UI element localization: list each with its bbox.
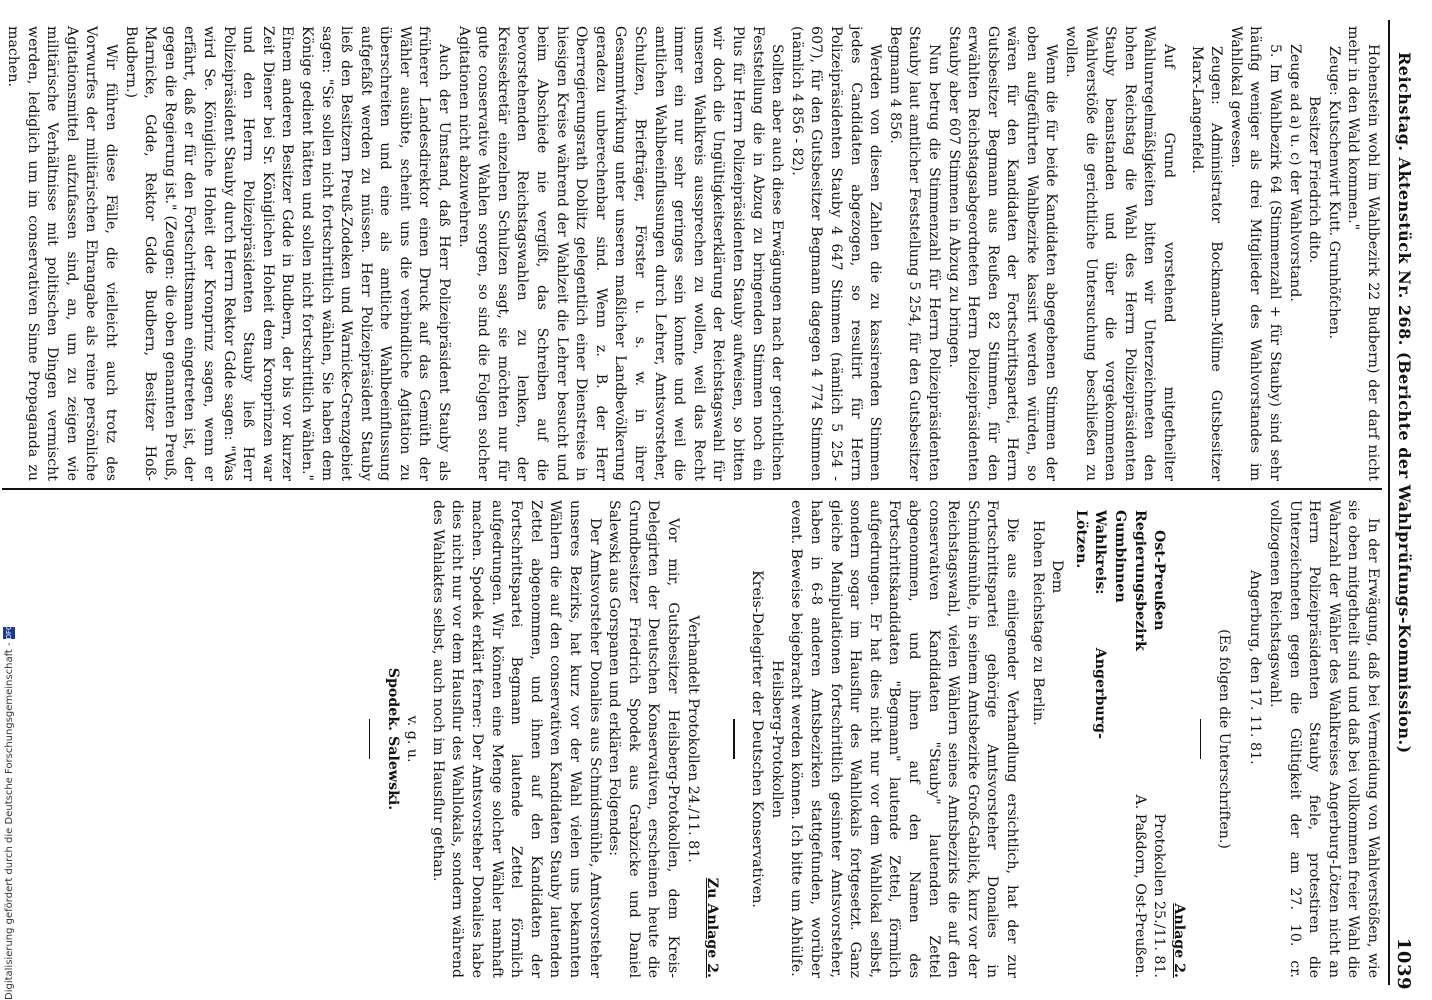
letterhead-line: Protokollen 25./11. 81. bbox=[1151, 813, 1168, 978]
paragraph: In der Erwägung, daß bei Vermeidung von Wahlverstößen, wie sie oben mitgetheilt sind und daß bei vollkommen freier Wahl die Wahrzahl der Wähler des Wahlkreises Angerburg-Lötzen nicht an Herrn Polizeipräsidenten Stauby fiele, protestiren die Unterzeichneten gegen die Gültigkeit der am 27. 10. cr. vollzogenen Reichstagswahl. bbox=[1267, 500, 1381, 978]
letterhead-line: Ost-Preußen bbox=[1151, 530, 1168, 631]
paragraph: Zeuge ad a) u. c) der Wahlvorstand. bbox=[1286, 44, 1303, 302]
dfg-logo-icon: DFG bbox=[5, 624, 13, 640]
paragraph: Vor mir, Gutsbesitzer Heilsberg-Protokollen, dem Kreis-Delegirten der Deutschen Konservativen, erscheinen heute die Grundbesitzer Friedrich Spodek aus Grabzicke und Daniel Salewski aus Gorspanen und erklären Folgendes: bbox=[606, 500, 681, 978]
page-number: 1039 bbox=[1393, 937, 1414, 990]
separator bbox=[369, 719, 371, 759]
paragraph: Besitzer Friedrich dito. bbox=[1306, 96, 1323, 264]
protocol-heading: Verhandelt Protokollen 24./11. 81. bbox=[684, 615, 701, 863]
paragraph: Nun betrug die Stimmenzahl für Herrn Polizeipräsidenten Stauby laut amtlicher Feststellung 5 254, für den Gutsbesitzer Begmann 4 856. bbox=[886, 26, 942, 481]
zu-anlage-2-label: Zu Anlage 2. bbox=[704, 877, 721, 978]
address-line: Dem bbox=[1049, 560, 1066, 594]
separator bbox=[733, 719, 735, 759]
paragraph: Zeuge: Kutschenwirt Kutt. Grunhöfchen. bbox=[1325, 46, 1342, 340]
footer-text: Digitalisierung gefördert durch die Deutsche Forschungsgemeinschaft - bbox=[4, 642, 15, 1000]
signature-name: Heilsberg-Protokollen bbox=[768, 659, 785, 819]
left-column bbox=[2, 26, 1382, 481]
page-header: Reichstag. Aktenstück Nr. 268. (Berichte der Wahlprüfungs-Kommission.) bbox=[1395, 52, 1414, 754]
vgu-line: v. g. u. bbox=[404, 715, 421, 763]
paragraph: Hohenstein wohl im Wahlbezirk 22 Budbern) der darf nicht mehr in den Wald kommen." bbox=[1345, 26, 1381, 481]
signatures: Spodek. Salewski. bbox=[384, 667, 401, 811]
letterhead-line: Wahlkreis: Angerburg-Lötzen. bbox=[1072, 510, 1109, 739]
digitization-footer bbox=[3, 0, 15, 1000]
header-rule bbox=[1388, 20, 1390, 985]
paragraph: Auf Grund vorstehend mitgetheilter Wahlunregelmäßigkeiten bitten wir Unterzeichneten den hohen Reichstag die Wahl des Herrn Polizeipräsidenten Stauby beanstanden und über die vorgekommenen Wahlverstöße die gerichtliche Untersuchung beschließen zu wollen. bbox=[1063, 26, 1178, 481]
date-line: Angerburg, den 17. 11. 81. bbox=[1247, 570, 1264, 765]
anlage-2-label: Anlage 2. bbox=[1170, 903, 1187, 978]
paragraph: Sollten aber auch diese Erwägungen nach der gerichtlichen Feststellung die in Abzug zu bringenden Stimmen noch ein Plus für Herrn Polizeipräsidenten Stauby aufweisen, so bitten wir doch die Ungültigkeitserklärung der Reichstagswahl für unseren Wahlkreis aussprechen zu wollen, weil das Recht immer ein nur sehr geringes sein konnte und weil die amtlichen Wahlbeeinflussungen durch Lehrer, Amtsvorsteher, Schulzen, Briefträger, Förster u. s. w. in ihrer Gesammtwirkung unter unseren maßlicher Landbevölkerung geradezu unberechenbar sind. Wenn z. B. der Herr Oberregierungsrath Doblitz gelegentlich einer Dienstreise in hiesigen Kreise während der Wahlzeit die Lehrer besucht und beim Abschiede nie vergißt, das Schreiben auf die bevorstehenden Reichstagswahlen zu lenken, der Kreissekretär einzelnen Schulzen sagt, sie möchten nur für gute conservative Wahlen sorgen, so sind die Folgen solcher Agitationen nicht abzuwehren. bbox=[455, 26, 786, 481]
paragraph: Zeugen: Administrator Bockmann-Mülme Gutsbesitzer Marx-Langenfeld. bbox=[1188, 46, 1225, 481]
paragraph: 5. Im Wahlbezirk 64 (Stimmenzahl + für Stauby) sind sehr häufig weniger als drei Mitglieder des Wahlvorstandes im Wahllokal gewesen. bbox=[1227, 26, 1284, 481]
right-column bbox=[357, 500, 1382, 978]
letterhead-left bbox=[1070, 500, 1168, 739]
paragraph: Wenn die für beide Kandidaten abgegebenen Stimmen der oben aufgeführten Wahlbezirke kassirt werden würden, so wären für den Kandidaten der Fortschrittspartei, Herrn Gutsbesitzer Begmann aus Reußen 82 Stimmen, für den erwählten Reichstagsabgeordneten Herrn Polizeipräsidenten Stauby aber 607 Stimmen in Abzug zu bringen. bbox=[945, 26, 1060, 481]
letterhead-right bbox=[1070, 739, 1168, 978]
letterhead-line: Regierungsbezirk Gumbinnen bbox=[1111, 510, 1148, 651]
paragraph: Wir führen diese Fälle, die vielleicht auch trotz des Vorwurfes der militärischen Ehrangabe als reine persönliche Agitationsmittel aufzufassen sind, an, um zu zeigen wie militärische Verhältnisse mit politischen Dingen vermischt werden, lediglich um im conservativen Sinne Propaganda zu machen. bbox=[5, 26, 119, 481]
letterhead-block bbox=[1070, 500, 1168, 978]
column-divider bbox=[2, 488, 1382, 490]
letterhead-line: A. Paßdorn, Ost-Preußen. bbox=[1131, 794, 1148, 978]
address-line: Hohen Reichstage zu Berlin. bbox=[1029, 520, 1046, 726]
paragraph: Werden von diesen Zahlen die zu kassirenden Stimmen jedes Candidaten abgezogen, so resultirt für Herrn Polizeipräsidenten Stauby 4 647 Stimmen (nämlich 5 254 - 607), für den Gutsbesitzer Begmann dagegen 4 774 Stimmen (nämlich 4 856 - 82). bbox=[788, 26, 884, 481]
paragraph: Die aus einliegender Verhandlung ersichtlich, hat der zur Fortschrittspartei gehörige Amtsvorsteher Donalies in Schmidsmühle, in seinem Amtsbezirke Groß-Gablick, kurz vor der Reichstagswahl, vielen Wählern seines Amtsbezirks die auf den conservativen Kandidaten "Stauby" lautenden Zettel abgenommen, und ihnen auf den Namen des Fortschrittskandidaten "Begmann" lautende Zettel, förmlich aufgedrungen. Er hat dies nicht nur vor dem Wahllokal selbst, sondern sogar im Hausflur des Wahllokals fortgesetzt. Ganz gleiche Manipulationen fortschrittlich gesinnter Amtsvorsteher, haben in 6-8 anderen Amtsbezirken stattgefunden, worüber event. Beweise beigebracht werden können. Ich bitte um Abhülfe. bbox=[788, 500, 1020, 978]
paragraph: Der Amtsvorsteher Donalies aus Schmidsmühle, Amtsvorsteher unseres Bezirks, hat kurz vor der Wahl vielen uns bekannten Wählern die auf den conservativen Kandidaten Stauby lautenden Zettel abgenommen, und ihnen auf den Kandidaten der Fortschrittspartei Begmann lautende Zettel förmlich aufgedrungen. Wir können eine Menge solcher Wähler namhaft machen. Spodek erklärt ferner: Der Amtsvorsteher Donalies habe dies nicht nur vor dem Hausflur des Wahllokals, sondern während des Wahlaktes selbst, auch noch im Hausflur gethan. bbox=[429, 500, 603, 978]
paragraph: Auch der Umstand, daß Herr Polizeipräsident Stauby als früherer Landesdirektor einen Druck auf das Gemüth der Wähler ausübte, scheint uns die verbindliche Agitation zu überschreiten und eine als amtliche Wahlbeeinflussung aufgefaßt werden zu müssen. Herr Polizeipräsident Stauby ließ den Besitzern Preuß-Zodeken und Warnicke-Grenzgebiet sagen: "Sie sollen nicht fortschrittlich wählen, Sie haben dem Könige gedient hätten und sollen nicht fortschrittlich wählen." Einem anderen Besitzer Gdde in Budbern, der bis vor kurzer Zeit Diener bei Sr. Königlichen Hoheit dem Kronprinzen war und den Herrn Polizeipräsidenten Stauby ließ Herr Polizeipräsident Stauby durch Herrn Rektor Gdde sagen: "Was wird Se. Königliche Hoheit der Kronprinz sagen, wenn er erfährt, daß er für den Fortschrittsmann eingetreten ist, der gegen die Regierung ist." (Zeugen: die oben genannten Preuß, Marnicke, Gdde, Rektor Gdde Budbern, Besitzer Hoß-Budbern.) bbox=[122, 26, 453, 481]
separator bbox=[1200, 719, 1202, 759]
signatures-note: (Es folgen die Unterschriften.) bbox=[1215, 629, 1232, 849]
signature-title: Kreis-Delegirter der Deutschen Konservativen. bbox=[749, 570, 766, 908]
